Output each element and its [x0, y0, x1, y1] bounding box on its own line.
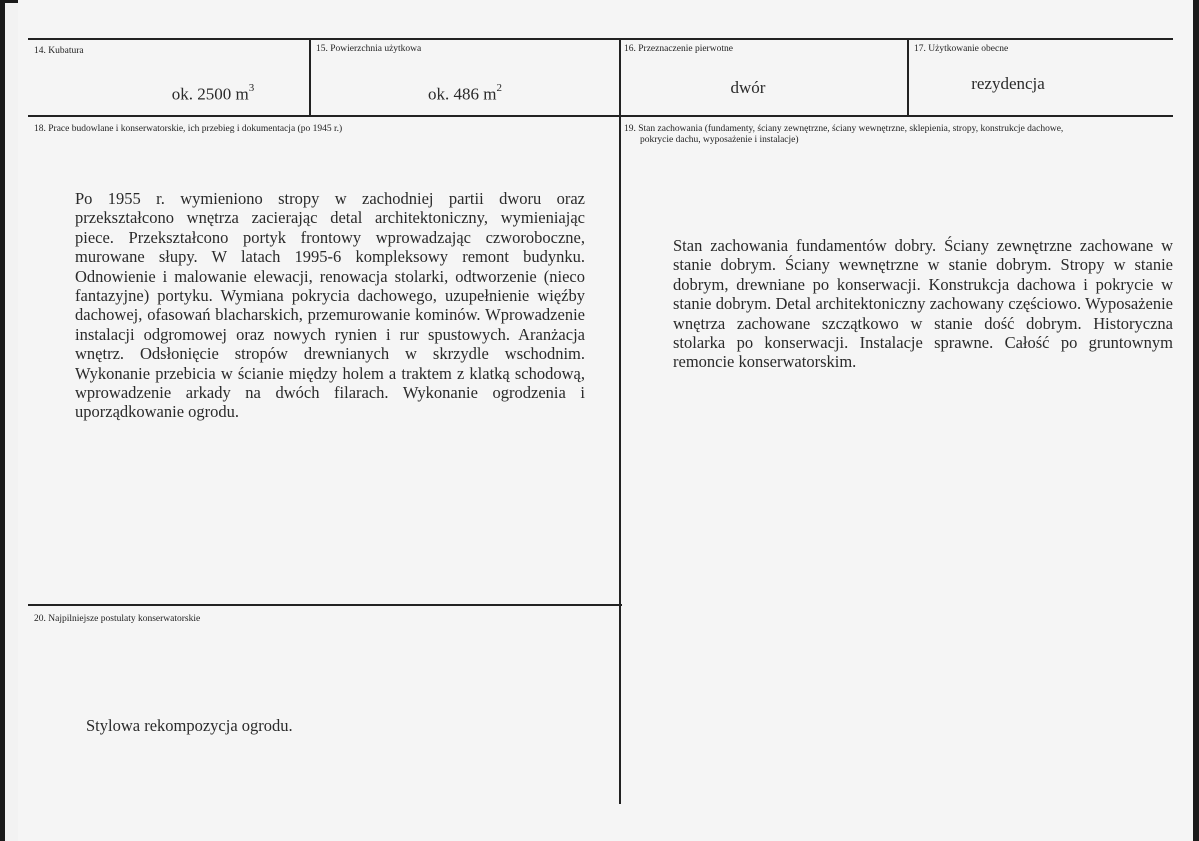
field-17-label: 17. Użytkowanie obecne	[914, 44, 1009, 54]
field-20-label: 20. Najpilniejsze postulaty konserwatorskie	[34, 614, 201, 624]
field-15-value-exponent: 2	[496, 82, 502, 94]
field-17-value: rezydencja	[971, 74, 1045, 93]
rule-row1-bottom	[28, 115, 1173, 117]
field-18-paragraph: Po 1955 r. wymieniono stropy w zachodniej partii dworu oraz przekształcono wnętrza zacierając detal architektoniczny, wymieniając piece. Przekształcono portyk frontowy wprowadzając czworoboczne, murowane słupy. W latach 1995-6 kompleksowy remont budynku. Odnowienie i malowanie elewacji, renowacja stolarki, odtworzenie (nieco fantazyjne) portyku. Wymiana pokrycia dachowego, uzupełnienie więźby dachowej, ofasowań blacharskich, przemurowanie kominów. Wprowadzenie instalacji odgromowej oraz nowych rynien i rur spustowych. Aranżacja wnętrz. Odsłonięcie stropów drewnianych w skrzydle wschodnim. Wykonanie przebicia w ścianie między holem a traktem z klatką schodową, wprowadzenie arkady na dwóch filarach. Wykonanie ogrodzenia i uporządkowanie ogrodu.	[75, 189, 585, 422]
field-15-value	[410, 84, 520, 105]
field-18-text	[75, 189, 585, 422]
rule-col1-2	[309, 38, 311, 116]
field-19-label-line2: pokrycie dachu, wyposażenie i instalacje)	[640, 135, 799, 145]
field-18-label: 18. Prace budowlane i konserwatorskie, ich przebieg i dokumentacja (po 1945 r.)	[34, 124, 343, 134]
field-14-value-exponent: 3	[248, 82, 255, 94]
field-19-label-line1: 19. Stan zachowania (fundamenty, ściany zewnętrzne, ściany wewnętrzne, sklepienia, stropy, konstrukcje dachowe,	[624, 124, 1064, 134]
field-16-label: 16. Przeznaczenie pierwotne	[624, 44, 733, 54]
field-14-value	[138, 84, 288, 105]
field-16-value: dwór	[730, 78, 766, 97]
field-15-value-text: ok. 486 m	[428, 84, 497, 104]
rule-top	[28, 38, 1173, 40]
scan-edge-left	[0, 0, 5, 841]
field-15-label: 15. Powierzchnia użytkowa	[316, 44, 422, 54]
rule-section20-top	[28, 604, 622, 606]
field-19-paragraph: Stan zachowania fundamentów dobry. Ściany zewnętrzne zachowane w stanie dobrym. Ściany wewnętrzne w stanie dobrym. Stropy w stanie dobrym, drewniane po konserwacji. Konstrukcja dachowa i pokrycie w stanie dobrym. Detal architektoniczny zachowany częściowo. Wyposażenie wnętrza zachowane szczątkowo w stanie dość dobrym. Historyczna stolarka po konserwacji. Instalacje sprawne. Całość po gruntownym remoncie konserwatorskim.	[673, 236, 1173, 372]
field-14-value-text: ok. 2500 m	[171, 84, 249, 104]
field-19-text	[673, 236, 1173, 372]
scan-edge-right	[1193, 0, 1199, 841]
rule-col3-4	[907, 38, 909, 116]
field-14-label: 14. Kubatura	[34, 46, 84, 56]
field-20-text: Stylowa rekompozycja ogrodu.	[86, 716, 293, 735]
rule-col2-3	[619, 38, 621, 804]
form-sheet	[18, 0, 1193, 841]
